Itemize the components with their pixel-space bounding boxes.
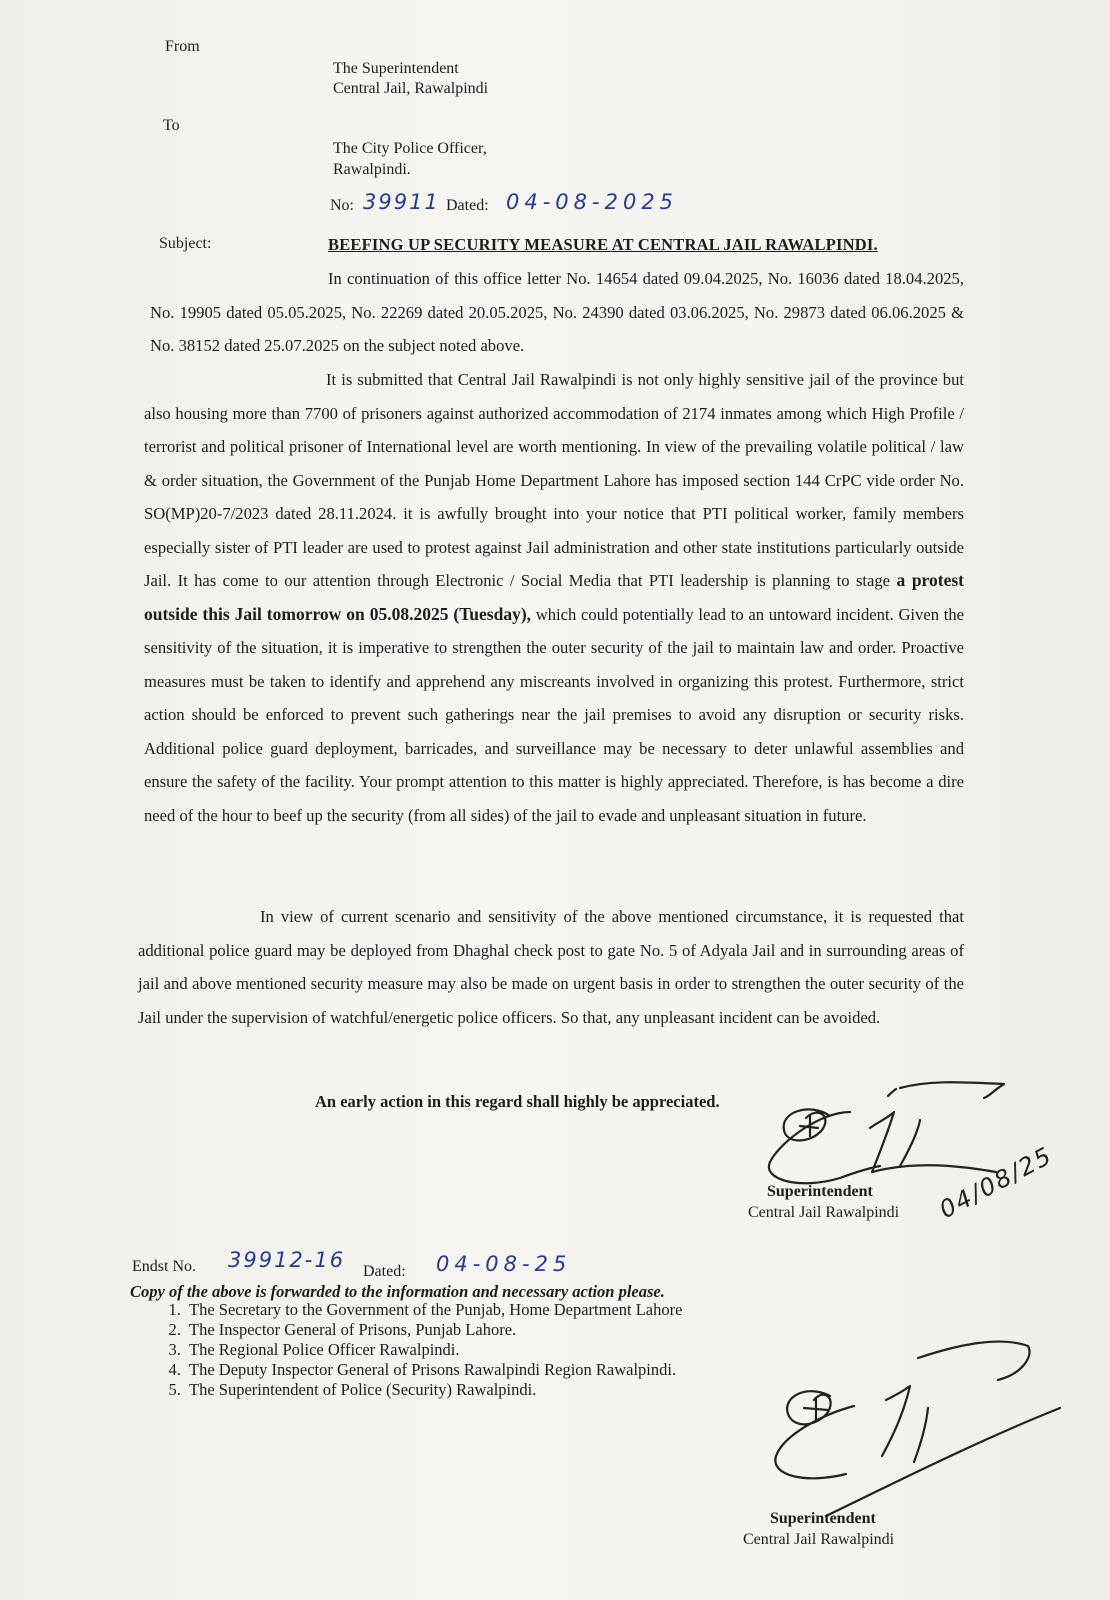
subject-title: BEEFING UP SECURITY MEASURE AT CENTRAL JAIL RAWALPINDI. xyxy=(328,235,878,254)
paragraph-3 xyxy=(138,900,964,1034)
from-line-2: Central Jail, Rawalpindi xyxy=(333,80,489,97)
endorsement-number-label: Endst No. xyxy=(132,1258,196,1275)
letter-number-handwritten: 39911 xyxy=(363,190,440,214)
recipient-item: 3. The Regional Police Officer Rawalpindi. xyxy=(185,1340,682,1360)
letter-dated-label: Dated: xyxy=(446,197,489,214)
signature-2-place: Central Jail Rawalpindi xyxy=(743,1531,895,1548)
paragraph-2 xyxy=(144,363,964,832)
paragraph-2-bold: a protest outside this Jail tomorrow on 05.08.2025 (Tuesday), xyxy=(144,570,964,624)
recipient-item: 5. The Superintendent of Police (Security) Rawalpindi. xyxy=(185,1380,682,1400)
copy-forwarded-line: Copy of the above is forwarded to the information and necessary action please. xyxy=(130,1282,665,1301)
paragraph-1 xyxy=(150,262,964,363)
to-line-2: Rawalpindi. xyxy=(333,161,411,178)
signature-1-title: Superintendent xyxy=(767,1183,873,1200)
paragraph-2-text-a: It is submitted that Central Jail Rawalpindi is not only highly sensitive jail of the province but also housing more than 7700 of prisoners against authorized accommodation of 2174 inmates among which High Profile / terrorist and political prisoner of International level are worth mentioning. In view of the prevailing volatile political / law & order situation, the Government of the Punjab Home Department Lahore has imposed section 144 CrPC vide order No. SO(MP)20-7/2023 dated 28.11.2024. it is awfully brought into your notice that PTI political worker, family members especially sister of PTI leader are used to protest against Jail administration and other state institutions particularly outside Jail. It has come to our attention through Electronic / Social Media that PTI leadership is planning to stage xyxy=(144,370,964,590)
paragraph-2-text-b: which could potentially lead to an untoward incident. Given the sensitivity of the situation, it is imperative to strengthen the outer security of the jail to maintain law and order. Proactive measures must be taken to identify and apprehend any miscreants involved in organizing this protest. Furthermore, strict action should be enforced to prevent such gatherings near the jail premises to avoid any disruption or security risks. Additional police guard deployment, barricades, and surveillance may be necessary to deter unlawful assemblies and ensure the safety of the facility. Your prompt attention to this matter is highly appreciated. Therefore, is has become a dire need of the hour to beef up the security (from all sides) of the jail to evade and unpleasant situation in future. xyxy=(144,604,965,825)
recipient-item: 1. The Secretary to the Government of the Punjab, Home Department Lahore xyxy=(185,1300,682,1320)
letter-date-handwritten: 04-08-2025 xyxy=(506,190,679,214)
to-label: To xyxy=(163,117,180,134)
endorsement-date-handwritten: 04-08-25 xyxy=(436,1252,572,1276)
letter-number-label: No: xyxy=(330,197,354,214)
paragraph-1-text: In continuation of this office letter No. 14654 dated 09.04.2025, No. 16036 dated 18.04.2025, No. 19905 dated 05.05.2025, No. 22269 dated 20.05.2025, No. 24390 dated 03.06.2025, No. 29873 dated 06.06.2025 & No. 38152 dated 25.07.2025 on the subject noted above. xyxy=(150,269,964,355)
signature-1-place: Central Jail Rawalpindi xyxy=(748,1204,900,1221)
from-line-1: The Superintendent xyxy=(333,60,459,77)
signature-2-scribble xyxy=(770,1330,1090,1530)
recipient-item: 2. The Inspector General of Prisons, Punjab Lahore. xyxy=(185,1320,682,1340)
from-label: From xyxy=(165,38,200,55)
endorsement-dated-label: Dated: xyxy=(363,1263,406,1280)
signature-2-title: Superintendent xyxy=(770,1510,876,1527)
signature-1-handwritten-date: 04/08/25 xyxy=(934,1141,1058,1224)
closing-line: An early action in this regard shall highly be appreciated. xyxy=(315,1092,720,1111)
to-line-1: The City Police Officer, xyxy=(333,140,487,157)
recipient-item: 4. The Deputy Inspector General of Prisons Rawalpindi Region Rawalpindi. xyxy=(185,1360,682,1380)
recipient-list xyxy=(150,1300,682,1400)
endorsement-number-handwritten: 39912-16 xyxy=(228,1248,346,1272)
paragraph-3-text: In view of current scenario and sensitivity of the above mentioned circumstance, it is requested that additional police guard may be deployed from Dhaghal check post to gate No. 5 of Adyala Jail and in surrounding areas of jail and above mentioned security measure may also be made on urgent basis in order to strengthen the outer security of the Jail under the supervision of watchful/energetic police officers. So that, any unpleasant incident can be avoided. xyxy=(138,907,964,1027)
subject-label: Subject: xyxy=(159,235,212,252)
